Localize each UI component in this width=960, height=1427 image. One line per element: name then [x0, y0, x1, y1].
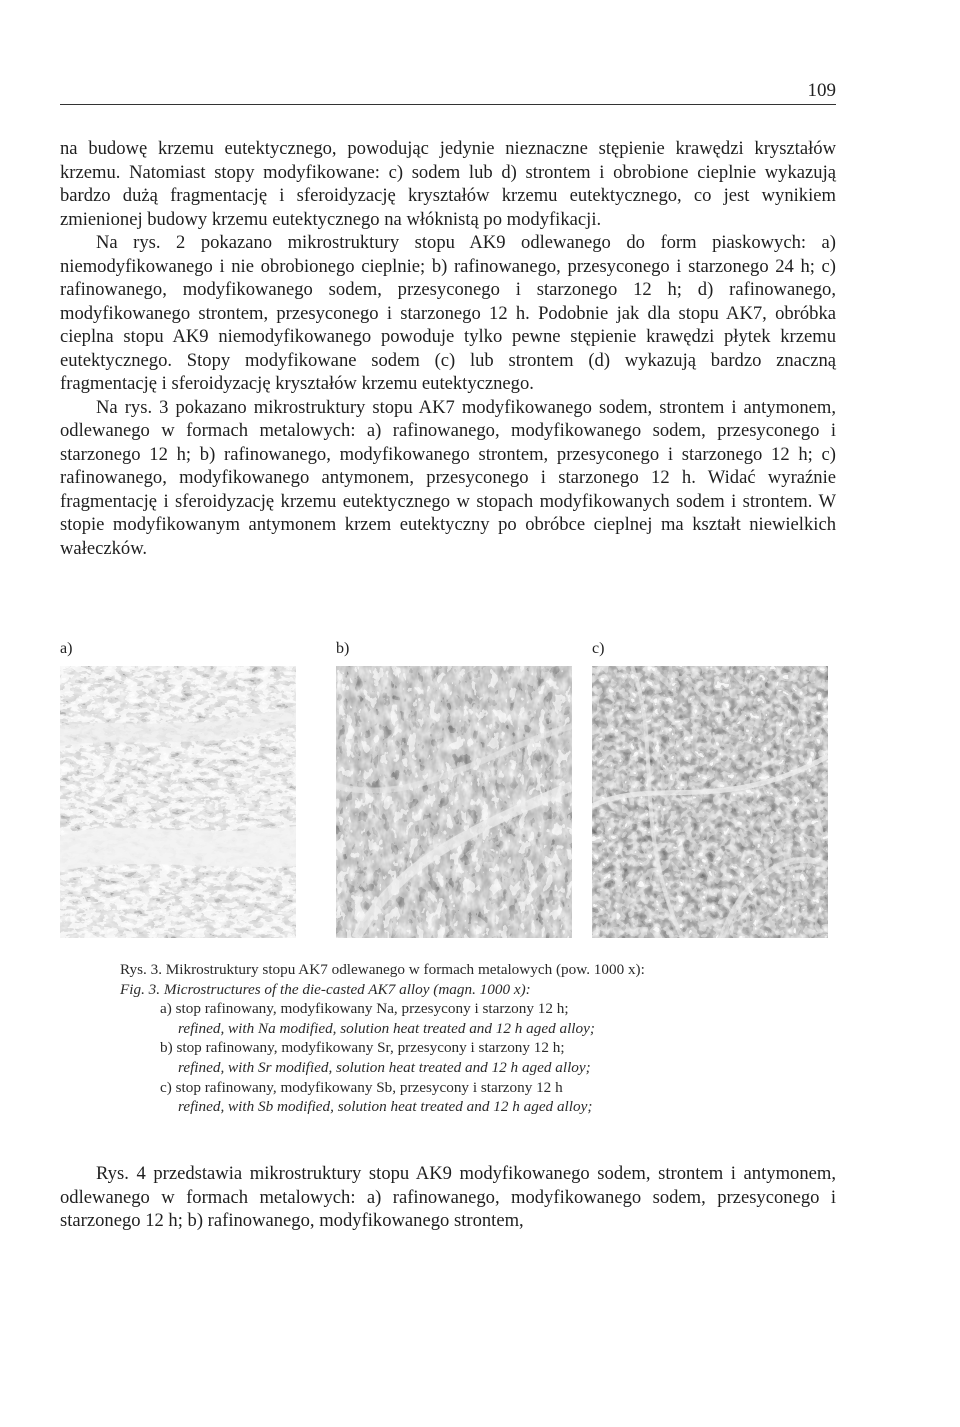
- panel-label-c: c): [592, 640, 605, 657]
- micrograph-c: [592, 666, 828, 938]
- paragraph-rys-2: Na rys. 2 pokazano mikrostruktury stopu AK9 odlewanego do form piaskowych: a) niemodyfikowanego i nie obrobionego cieplnie; b) rafinowanego, przesyconego i starzonego 24 h; c) rafinowanego, modyfikowanego sodem, przesyconego i starzonego 12 h; d) rafinowanego, modyfikowanego strontem, przesyconego i starzonego 12 h. Podobnie jak dla stopu AK7, obróbka cieplna stopu AK9 niemodyfikowanego powoduje tylko pewne stępienie krawędzi płytek krzemu eutektycznego. Stopy modyfikowane sodem (c) lub strontem (d) wykazują bardzo znaczną fragmentację i sferoidyzację kryształów krzemu eutektycznego.: [60, 232, 836, 394]
- panel-label-a: a): [60, 640, 73, 657]
- header-rule: [60, 104, 836, 105]
- caption-item-c-pl: c) stop rafinowany, modyfikowany Sb, przesycony i starzony 12 h: [160, 1078, 563, 1096]
- paragraph-rys-4: Rys. 4 przedstawia mikrostruktury stopu AK9 modyfikowanego sodem, strontem i antymonem, odlewanego w formach metalowych: a) rafinowanego, modyfikowanego sodem, przesyconego i starzonego 12 h; b) rafinowanego, modyfikowanego strontem,: [60, 1163, 836, 1231]
- figure-caption: [120, 960, 820, 1117]
- micrograph-b: [336, 666, 572, 938]
- micrograph-a: [60, 666, 296, 938]
- figure-panel-b: [336, 640, 576, 938]
- panel-label-b: b): [336, 640, 350, 657]
- caption-item-a-pl: a) stop rafinowany, modyfikowany Na, przesycony i starzony 12 h;: [160, 1000, 569, 1018]
- paragraph-rys-3: Na rys. 3 pokazano mikrostruktury stopu AK7 modyfikowanego sodem, strontem i antymonem, odlewanego w formach metalowych: a) rafinowanego, modyfikowanego sodem, przesyconego i starzonego 12 h; b) rafinowanego, modyfikowanego strontem, przesyconego i starzonego 12 h; c) rafinowanego, modyfikowanego antymonem, przesyconego i starzonego 12 h. Widać wyraźnie fragmentację i sferoidyzację krzemu eutektycznego w stopach modyfikowanych sodem i strontem. W stopie modyfikowanym antymonem krzem eutektyczny po obróbce cieplnej ma kształt niewielkich wałeczków.: [60, 396, 836, 559]
- caption-title-en: Fig. 3. Microstructures of the die-casted AK7 alloy (magn. 1000 x):: [120, 980, 531, 998]
- caption-item-a-en: refined, with Na modified, solution heat treated and 12 h aged alloy;: [178, 1019, 595, 1037]
- caption-item-c-en: refined, with Sb modified, solution heat treated and 12 h aged alloy;: [178, 1098, 593, 1116]
- caption-title-pl: Rys. 3. Mikrostruktury stopu AK7 odlewanego w formach metalowych (pow. 1000 x):: [120, 961, 645, 978]
- page-number: 109: [807, 80, 836, 101]
- caption-item-b-en: refined, with Sr modified, solution heat treated and 12 h aged alloy;: [178, 1058, 591, 1076]
- caption-item-b-pl: b) stop rafinowany, modyfikowany Sr, przesycony i starzony 12 h;: [160, 1039, 565, 1057]
- figure-panel-a: [60, 640, 300, 938]
- body-text-bottom: [60, 1162, 836, 1233]
- figure-panel-c: [592, 640, 832, 938]
- body-text-top: [60, 137, 836, 560]
- paragraph-continuation: na budowę krzemu eutektycznego, powodując jedynie nieznaczne stępienie krawędzi kryształów krzemu. Natomiast stopy modyfikowane: c) sodem lub d) strontem i obrobione cieplnie wykazują bardzo dużą fragmentację i sferoidyzację kryształów krzemu eutektycznego, co jest wynikiem zmienionej budowy krzemu eutektycznego na włóknistą po modyfikacji.: [60, 138, 836, 230]
